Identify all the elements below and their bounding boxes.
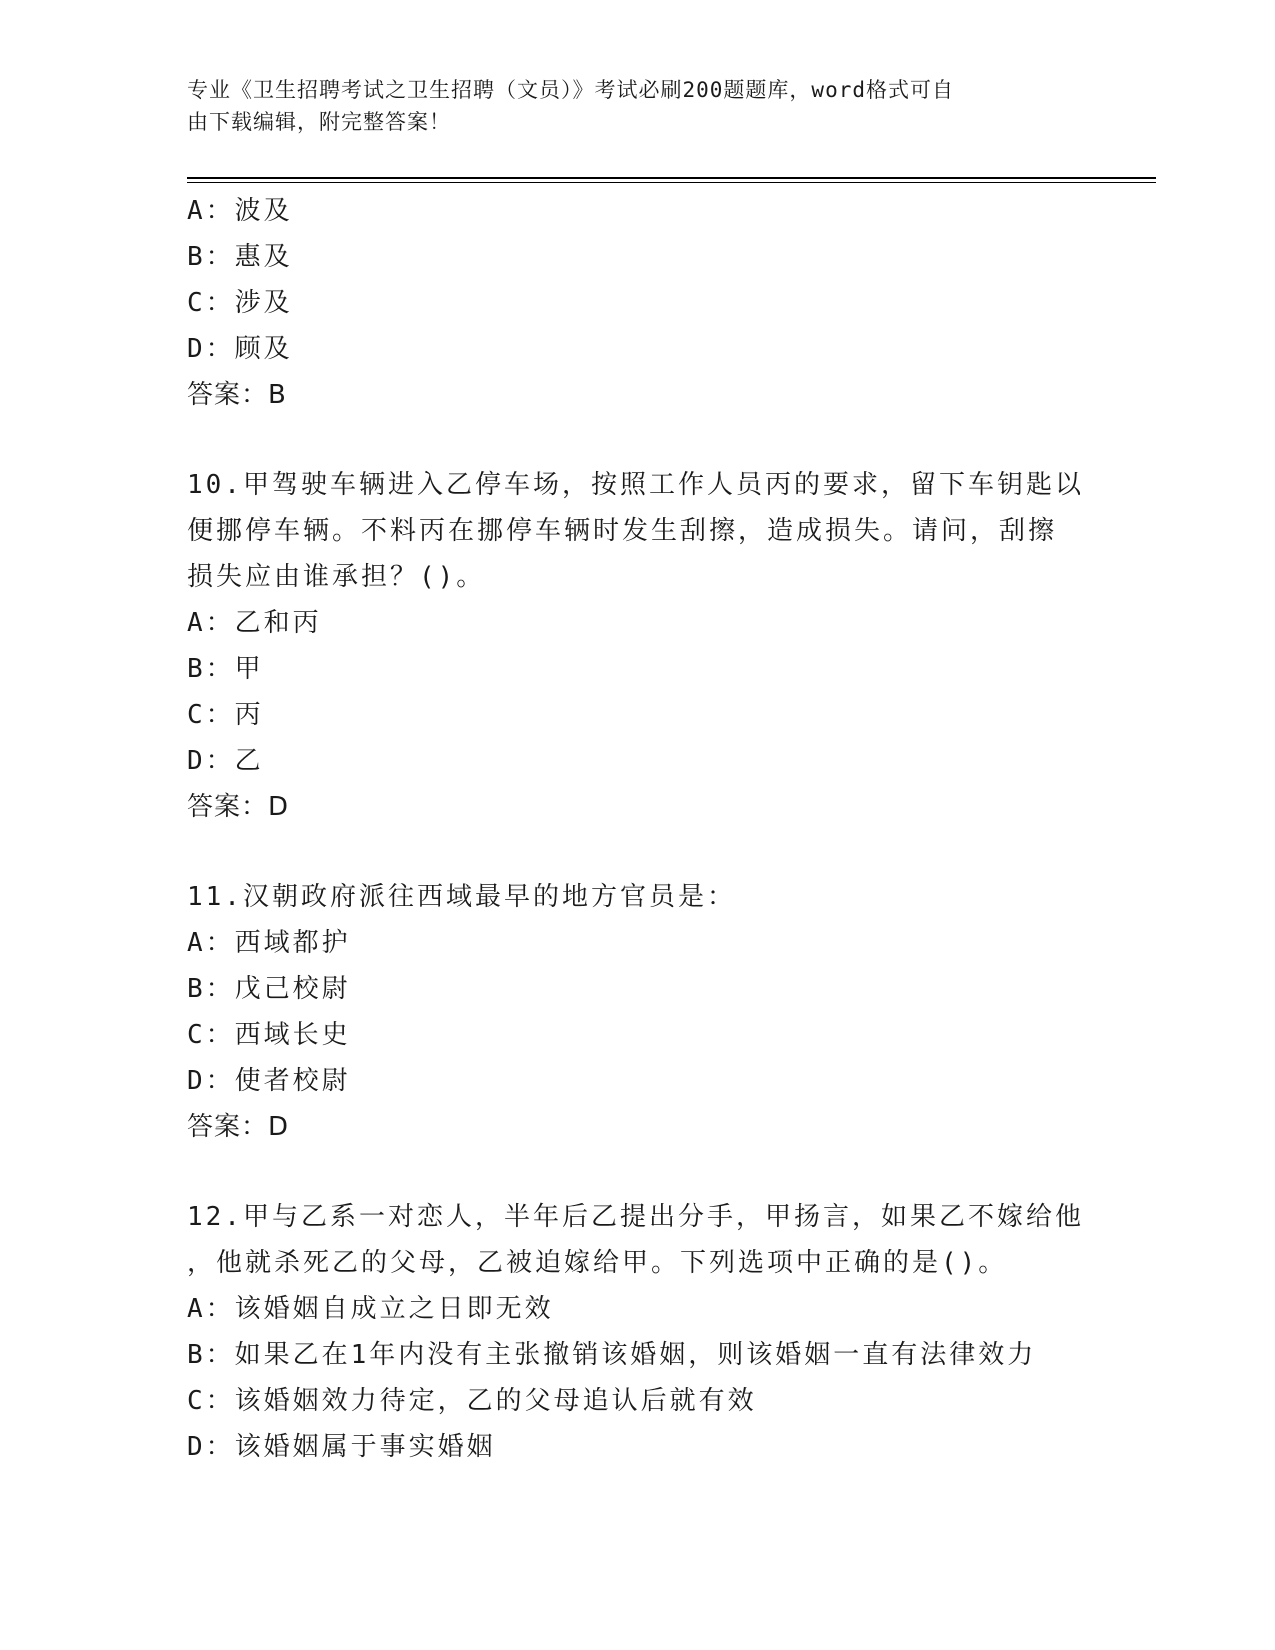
header-line-2: 由下载编辑，附完整答案！ <box>187 110 451 134</box>
question-block <box>187 874 1087 1150</box>
question-stem-line: 11.汉朝政府派往西域最早的地方官员是： <box>187 882 736 912</box>
question-stem <box>187 462 1087 600</box>
answer-line: 答案：D <box>187 1112 290 1142</box>
option-c: C：涉及 <box>187 288 293 318</box>
question-block <box>187 1194 1087 1470</box>
option-a: A：该婚姻自成立之日即无效 <box>187 1294 554 1324</box>
option-b: B：惠及 <box>187 242 293 272</box>
option-a: A：波及 <box>187 196 293 226</box>
question-list <box>187 188 1087 1514</box>
question-stem-line: 损失应由谁承担？()。 <box>187 562 486 592</box>
question-stem-line: 便挪停车辆。不料丙在挪停车辆时发生刮擦，造成损失。请问，刮擦 <box>187 516 1058 546</box>
option-c: C：丙 <box>187 700 264 730</box>
option-c: C：西域长史 <box>187 1020 351 1050</box>
header-divider-thin <box>187 182 1156 183</box>
option-d: D：乙 <box>187 746 264 776</box>
question-stem <box>187 1194 1087 1286</box>
option-b: B：戊己校尉 <box>187 974 351 1004</box>
option-a: A：乙和丙 <box>187 608 322 638</box>
option-b: B：甲 <box>187 654 264 684</box>
question-stem-line: 10.甲驾驶车辆进入乙停车场，按照工作人员丙的要求，留下车钥匙以 <box>187 470 1084 500</box>
question-block <box>187 188 1087 418</box>
answer-line: 答案：B <box>187 380 287 410</box>
question-stem <box>187 874 1087 920</box>
option-a: A：西域都护 <box>187 928 351 958</box>
document-header <box>187 74 1067 138</box>
header-divider-thick <box>187 177 1156 179</box>
question-stem-line: ，他就杀死乙的父母，乙被迫嫁给甲。下列选项中正确的是()。 <box>187 1248 1008 1278</box>
option-d: D：该婚姻属于事实婚姻 <box>187 1432 496 1462</box>
option-d: D：使者校尉 <box>187 1066 351 1096</box>
option-b: B：如果乙在1年内没有主张撤销该婚姻，则该婚姻一直有法律效力 <box>187 1340 1037 1370</box>
option-d: D：顾及 <box>187 334 293 364</box>
header-line-1: 专业《卫生招聘考试之卫生招聘（文员）》考试必刷200题题库，word格式可自 <box>187 78 954 102</box>
question-stem-line: 12.甲与乙系一对恋人，半年后乙提出分手，甲扬言，如果乙不嫁给他 <box>187 1202 1084 1232</box>
answer-line: 答案：D <box>187 792 290 822</box>
question-block <box>187 462 1087 830</box>
option-c: C：该婚姻效力待定，乙的父母追认后就有效 <box>187 1386 757 1416</box>
